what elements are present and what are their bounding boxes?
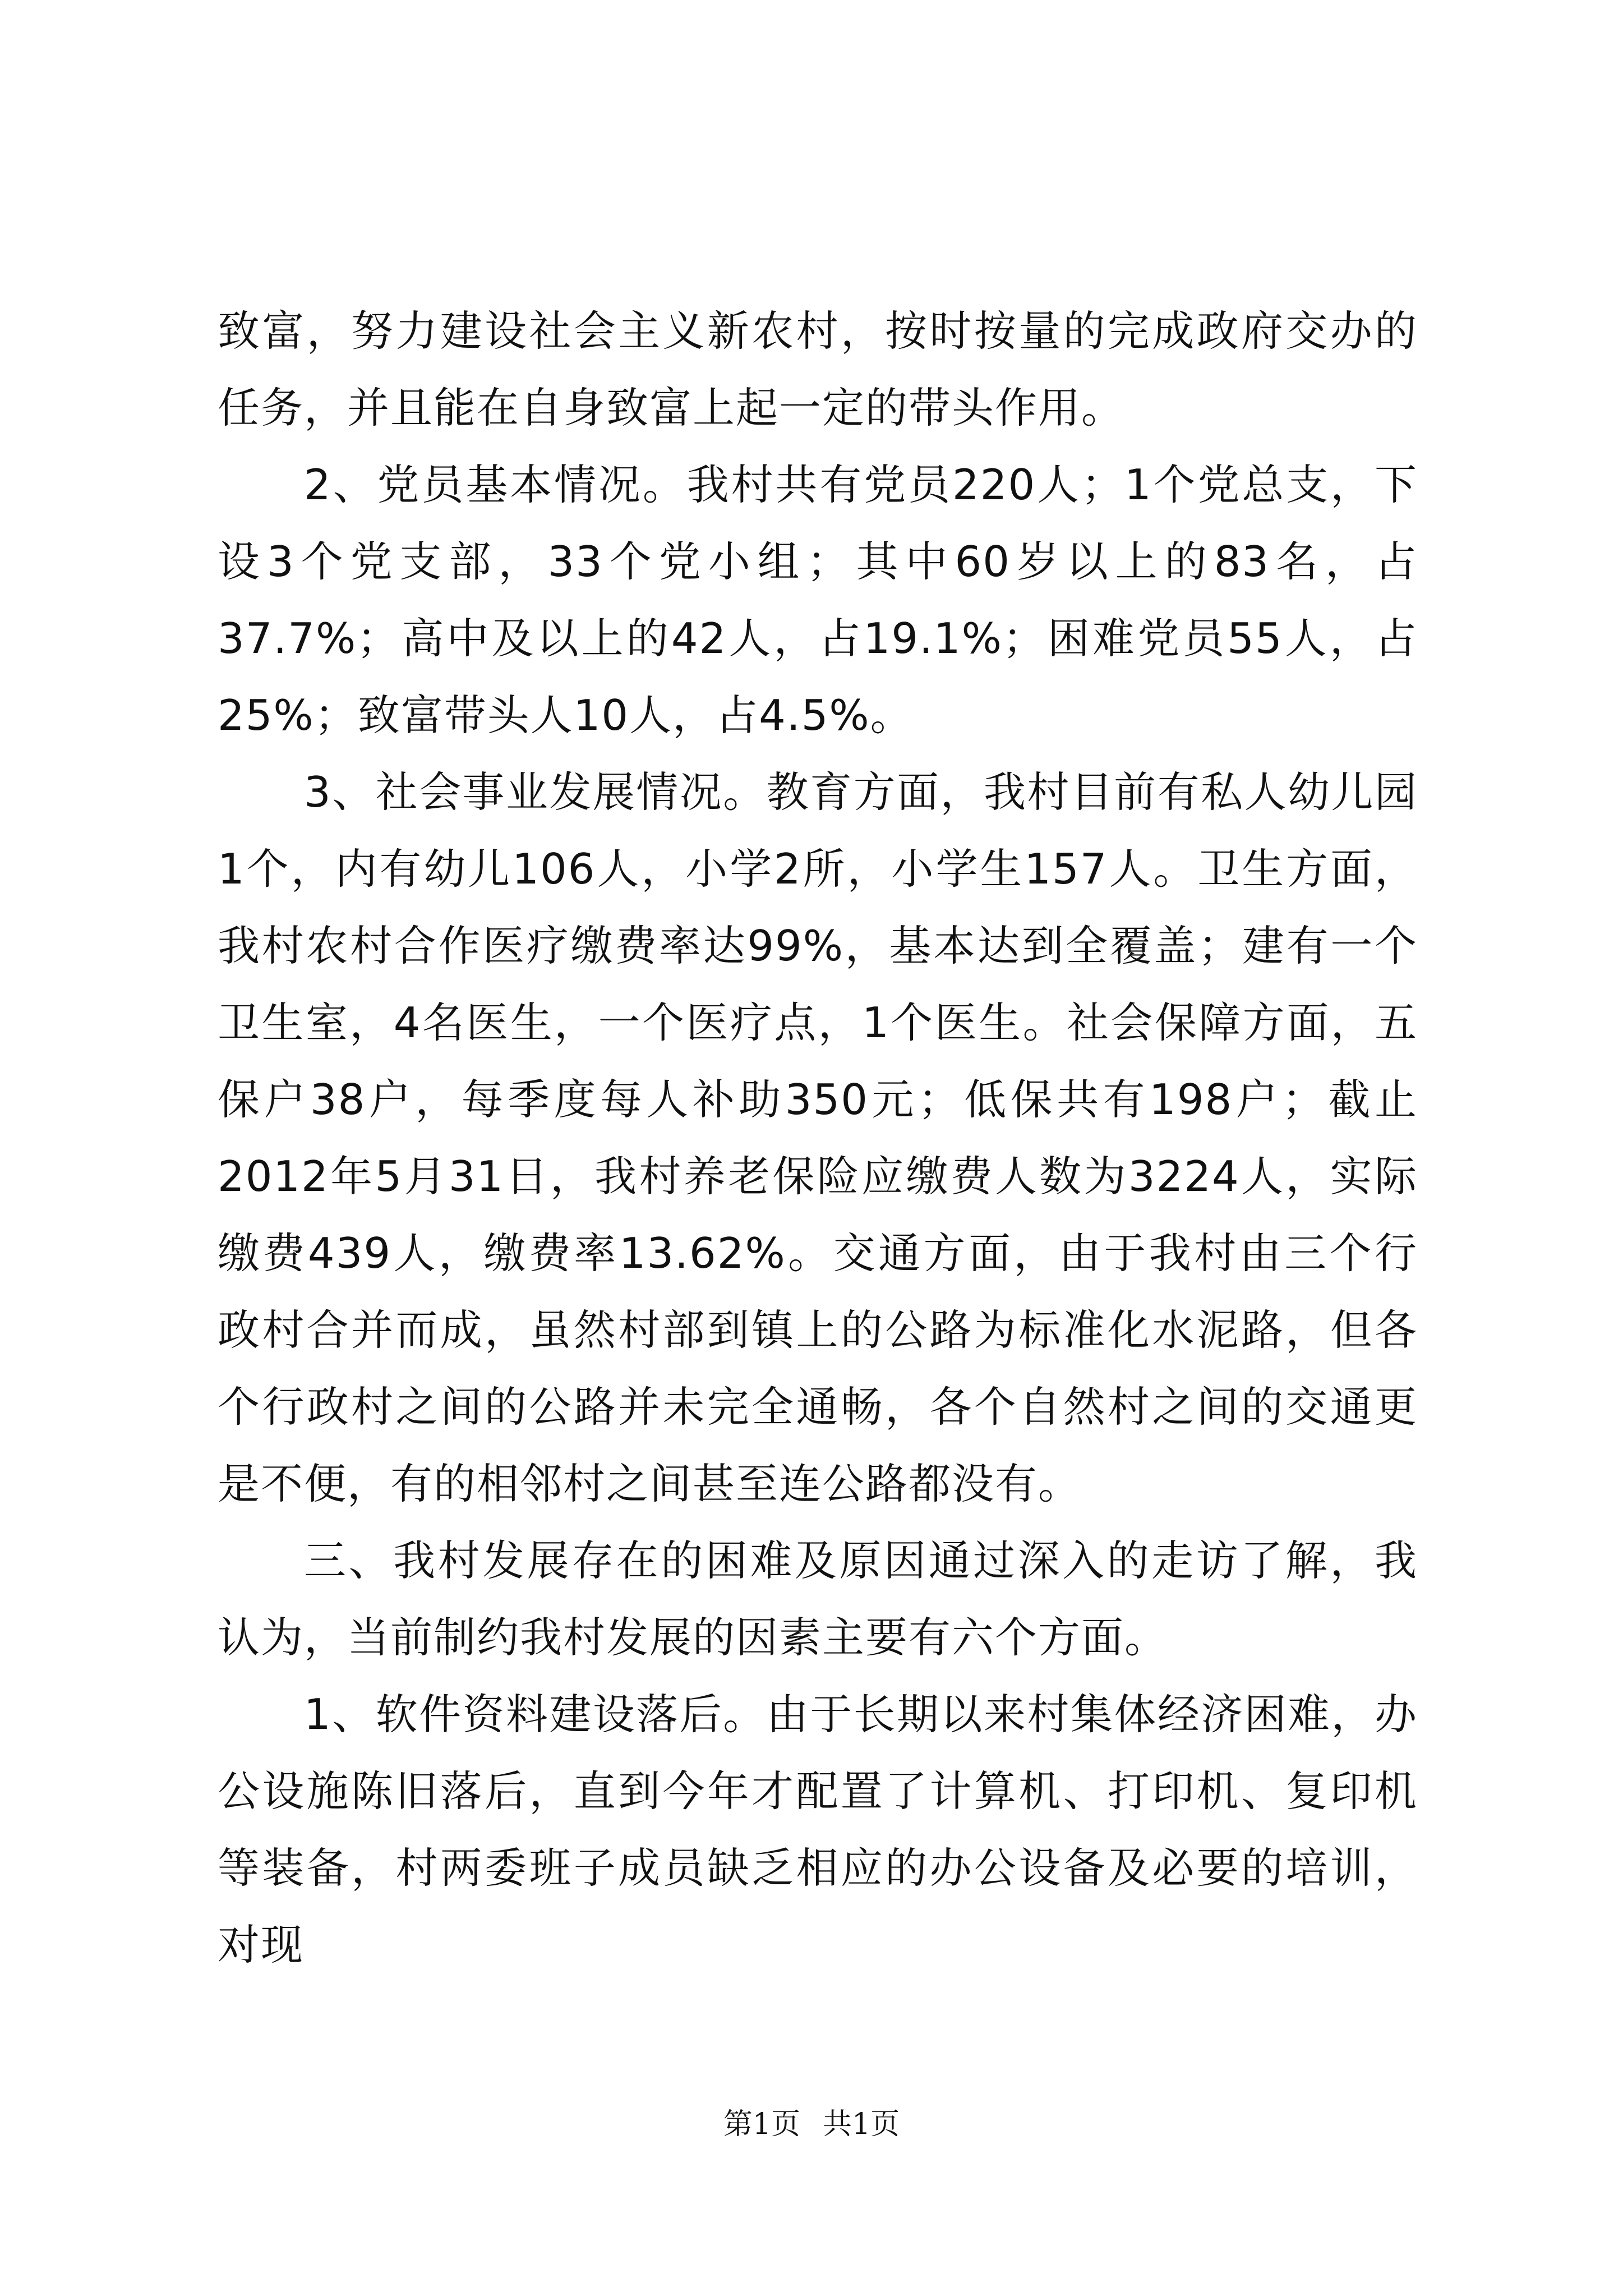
paragraph-section-three-heading: 三、我村发展存在的困难及原因通过深入的走访了解，我认为，当前制约我村发展的因素主要有六个方面。 (218, 1536, 1418, 1662)
page-footer (0, 2105, 1623, 2144)
page-number-total: 共1页 (823, 2108, 900, 2141)
paragraph-continuation: 致富，努力建设社会主义新农村，按时按量的完成政府交办的任务，并且能在自身致富上起一定的带头作用。 (218, 306, 1418, 432)
paragraph-party-members: 2、党员基本情况。我村共有党员220人；1个党总支，下设3个党支部，33个党小组；其中60岁以上的83名，占37.7%；高中及以上的42人，占19.1%；困难党员55人，占25%；致富带头人10人，占4.5%。 (218, 460, 1418, 740)
paragraph-software-resources: 1、软件资料建设落后。由于长期以来村集体经济困难，办公设施陈旧落后，直到今年才配置了计算机、打印机、复印机等装备，村两委班子成员缺乏相应的办公设备及必要的培训，对现 (218, 1690, 1418, 1970)
paragraph-social-development: 3、社会事业发展情况。教育方面，我村目前有私人幼儿园1个，内有幼儿106人，小学2所，小学生157人。卫生方面，我村农村合作医疗缴费率达99%，基本达到全覆盖；建有一个卫生室，4名医生，一个医疗点，1个医生。社会保障方面，五保户38户，每季度每人补助350元；低保共有198户；截止2012年5月31日，我村养老保险应缴费人数为3224人，实际缴费439人，缴费率13.62%。交通方面，由于我村由三个行政村合并而成，虽然村部到镇上的公路为标准化水泥路，但各个行政村之间的公路并未完全通畅，各个自然村之间的交通更是不便，有的相邻村之间甚至连公路都没有。 (218, 767, 1418, 1508)
document-body (218, 293, 1418, 1984)
page-number-current: 第1页 (723, 2108, 800, 2141)
